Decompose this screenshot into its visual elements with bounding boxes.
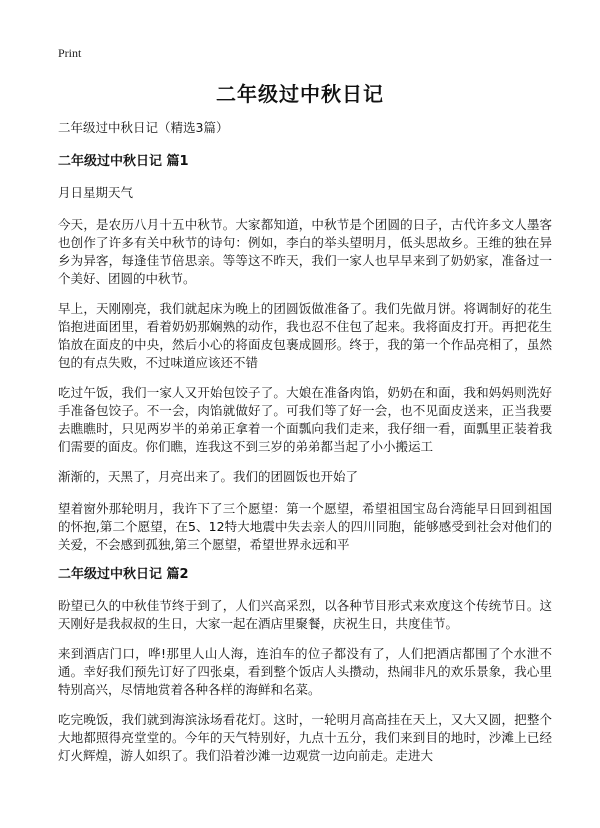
paragraph: 吃完晚饭，我们就到海滨泳场看花灯。这时，一轮明月高高挂在天上，又大又圆，把整个大地都照得亮堂堂的。今年的天气特别好，九点十五分，我们来到目的地时，沙滩上已经灯火辉煌，游人如织了。我们沿着沙滩一边观赏一边向前走。走进大 — [58, 712, 552, 763]
paragraph: 早上，天刚刚亮，我们就起床为晚上的团圆饭做准备了。我们先做月饼。将调制好的花生馅抱进面团里，看着奶奶那娴熟的动作，我也忍不住包了起来。我将面皮打开。再把花生馅放在面皮的中央，然后小心的将面皮包裹成圆形。终于，我的第一个作品亮相了，虽然包的有点失败，不过味道应该还不错 — [58, 301, 552, 370]
document-title: 二年级过中秋日记 — [216, 82, 384, 106]
print-link[interactable]: Print — [58, 46, 82, 60]
paragraph: 渐渐的，天黑了，月亮出来了。我们的团圆饭也开始了 — [58, 469, 359, 484]
paragraph: 月日星期天气 — [58, 185, 134, 200]
document-body — [58, 119, 552, 777]
section-heading-1: 二年级过中秋日记 篇1 — [58, 154, 189, 169]
section-heading-2: 二年级过中秋日记 篇2 — [58, 567, 189, 582]
paragraph: 吃过午饭，我们一家人又开始包饺子了。大娘在准备肉馅，奶奶在和面，我和妈妈则洗好手准备包饺子。不一会，肉馅就做好了。可我们等了好一会，也不见面皮送来，正当我要去瞧瞧时，只见两岁半的弟弟正拿着一个面瓢向我们走来，我仔细一看，面瓢里正装着我们需要的面皮。你们瞧，连我这不到三岁的弟弟都当起了小小搬运工 — [58, 385, 552, 454]
paragraph: 盼望已久的中秋佳节终于到了，人们兴高采烈，以各种节目形式来欢度这个传统节日。这天刚好是我叔叔的生日，大家一起在酒店里聚餐，庆祝生日，共度佳节。 — [58, 598, 552, 631]
document-subtitle: 二年级过中秋日记（精选3篇） — [58, 120, 229, 135]
paragraph: 来到酒店门口，哗!那里人山人海，连泊车的位子都没有了，人们把酒店都围了个水泄不通。幸好我们预先订好了四张桌，看到整个饭店人头攒动，热闹非凡的欢乐景象，我心里特别高兴，尽情地赏着各种各样的海鲜和名菜。 — [58, 646, 552, 697]
paragraph: 今天，是农历八月十五中秋节。大家都知道，中秋节是个团圆的日子，古代许多文人墨客也创作了许多有关中秋节的诗句：例如，李白的举头望明月，低头思故乡。王维的独在异乡为异客，每逢佳节倍思亲。等等这不昨天，我们一家人也早早来到了奶奶家，准备过一个美好、团圆的中秋节。 — [58, 217, 552, 286]
paragraph: 望着窗外那轮明月，我许下了三个愿望：第一个愿望，希望祖国宝岛台湾能早日回到祖国的怀抱,第二个愿望，在5、12特大地震中失去亲人的四川同胞，能够感受到社会对他们的关爱，不会感到孤独,第三个愿望，希望世界永远和平 — [58, 501, 552, 552]
